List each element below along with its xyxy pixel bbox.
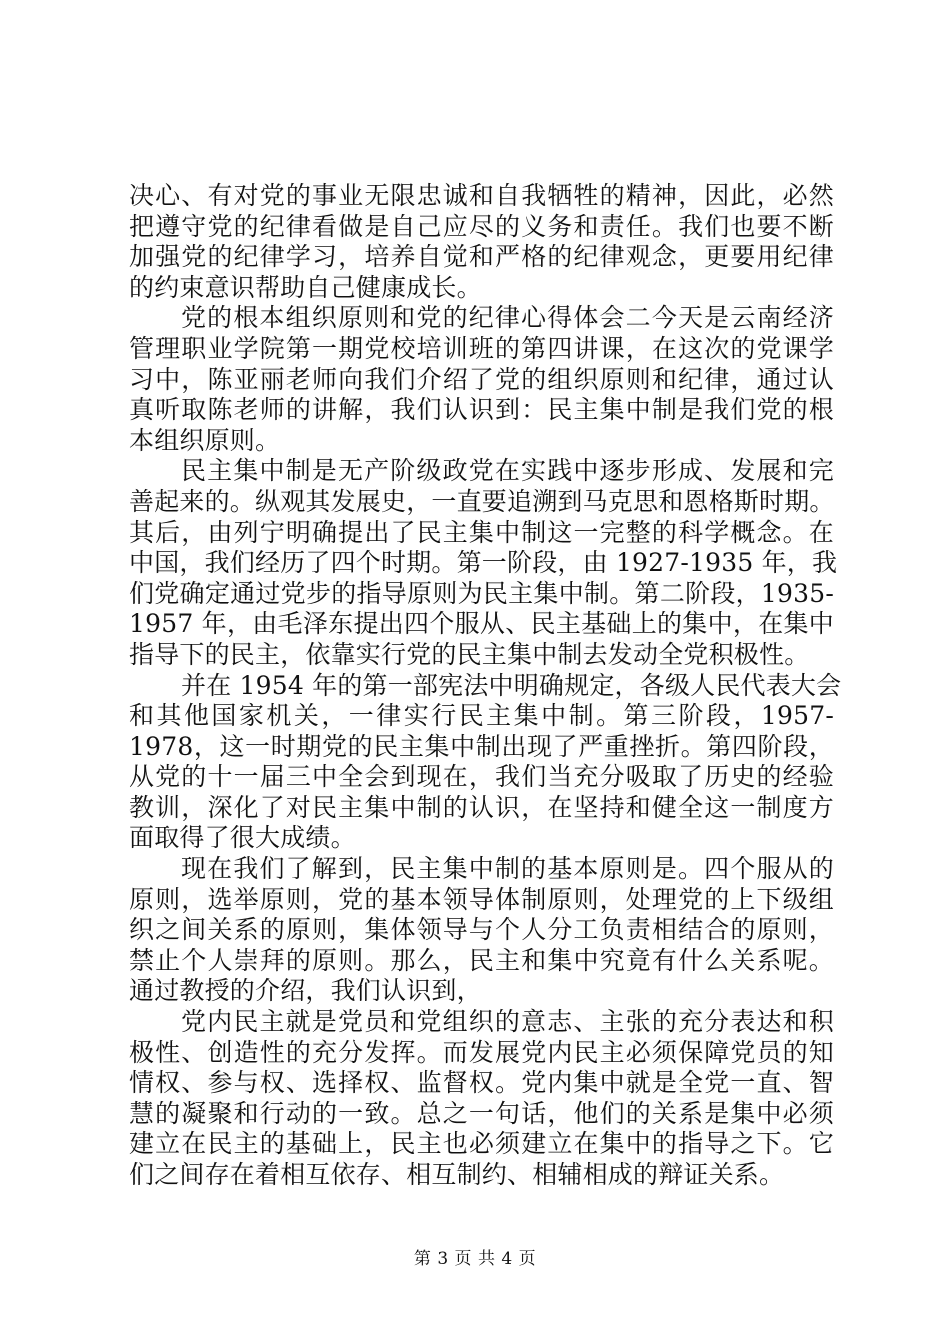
text-line: 禁止个人崇拜的原则。那么，民主和集中究竟有什么关系呢。 bbox=[129, 945, 834, 975]
text-line: 们党确定通过党步的指导原则为民主集中制。第二阶段，1935- bbox=[129, 578, 834, 608]
text-line: 慧的凝聚和行动的一致。总之一句话，他们的关系是集中必须 bbox=[129, 1098, 834, 1128]
text-line: 习中，陈亚丽老师向我们介绍了党的组织原则和纪律，通过认 bbox=[129, 364, 834, 394]
text-line: 指导下的民主，依靠实行党的民主集中制去发动全党积极性。 bbox=[129, 639, 810, 669]
text-line: 党内民主就是党员和党组织的意志、主张的充分表达和积 bbox=[181, 1007, 834, 1037]
text-line: 情权、参与权、选择权、监督权。党内集中就是全党一直、智 bbox=[129, 1068, 834, 1098]
text-line: 的约束意识帮助自己健康成长。 bbox=[129, 272, 482, 302]
paragraph bbox=[129, 854, 834, 1007]
text-line: 1978，这一时期党的民主集中制出现了严重挫折。第四阶段， bbox=[129, 731, 834, 761]
text-line: 中国，我们经历了四个时期。第一阶段，由 1927-1935 年，我 bbox=[129, 548, 838, 578]
text-line: 把遵守党的纪律看做是自己应尽的义务和责任。我们也要不断 bbox=[129, 211, 834, 241]
text-line: 和其他国家机关，一律实行民主集中制。第三阶段，1957- bbox=[129, 701, 834, 731]
text-line: 教训，深化了对民主集中制的认识，在坚持和健全这一制度方 bbox=[129, 792, 834, 822]
text-line: 决心、有对党的事业无限忠诚和自我牺牲的精神，因此，必然 bbox=[129, 181, 834, 210]
text-line: 其后，由列宁明确提出了民主集中制这一完整的科学概念。在 bbox=[129, 517, 834, 547]
page-number-footer: 第 3 页 共 4 页 bbox=[413, 1249, 537, 1269]
text-line: 织之间关系的原则，集体领导与个人分工负责相结合的原则， bbox=[129, 915, 834, 945]
text-line: 并在 1954 年的第一部宪法中明确规定，各级人民代表大会 bbox=[181, 670, 842, 700]
text-line: 真听取陈老师的讲解，我们认识到：民主集中制是我们党的根 bbox=[129, 395, 834, 425]
text-line: 从党的十一届三中全会到现在，我们当充分吸取了历史的经验 bbox=[129, 762, 834, 792]
text-line: 善起来的。纵观其发展史，一直要追溯到马克思和恩格斯时期。 bbox=[129, 486, 835, 516]
text-line: 本组织原则。 bbox=[129, 425, 281, 455]
text-line: 原则，选举原则，党的基本领导体制原则，处理党的上下级组 bbox=[129, 884, 834, 914]
text-line: 党的根本组织原则和党的纪律心得体会二今天是云南经济 bbox=[181, 303, 834, 333]
paragraph bbox=[129, 456, 838, 670]
text-line: 建立在民主的基础上，民主也必须建立在集中的指导之下。它 bbox=[129, 1129, 834, 1159]
paragraph bbox=[129, 181, 834, 303]
text-line: 加强党的纪律学习，培养自觉和严格的纪律观念，更要用纪律 bbox=[129, 242, 834, 272]
paragraph bbox=[129, 1007, 834, 1191]
document-body bbox=[129, 181, 842, 1191]
text-line: 极性、创造性的充分发挥。而发展党内民主必须保障党员的知 bbox=[129, 1037, 834, 1067]
text-line: 管理职业学院第一期党校培训班的第四讲课，在这次的党课学 bbox=[129, 333, 834, 363]
text-line: 面取得了很大成绩。 bbox=[129, 823, 356, 853]
text-line: 们之间存在着相互依存、相互制约、相辅相成的辩证关系。 bbox=[129, 1160, 785, 1189]
paragraph bbox=[129, 670, 842, 855]
text-line: 现在我们了解到，民主集中制的基本原则是。四个服从的 bbox=[181, 854, 834, 884]
text-line: 民主集中制是无产阶级政党在实践中逐步形成、发展和完 bbox=[181, 456, 834, 486]
paragraph bbox=[129, 303, 834, 456]
text-line: 1957 年，由毛泽东提出四个服从、民主基础上的集中，在集中 bbox=[129, 609, 834, 639]
text-line: 通过教授的介绍，我们认识到， bbox=[129, 976, 482, 1006]
